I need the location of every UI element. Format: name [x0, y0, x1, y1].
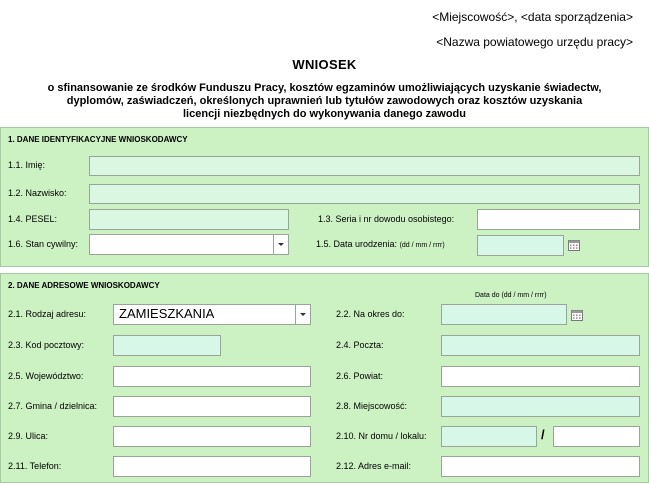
voivodeship-label: 2.5. Województwo:: [8, 371, 84, 381]
section-2-title: 2. DANE ADRESOWE WNIOSKODAWCY: [8, 281, 160, 290]
postal-code-field[interactable]: [113, 335, 221, 356]
email-label: 2.12. Adres e-mail:: [336, 461, 412, 471]
last-name-label: 1.2. Nazwisko:: [8, 188, 67, 198]
house-apartment-separator: /: [541, 427, 545, 442]
birth-date-label-text: 1.5. Data urodzenia:: [316, 239, 398, 249]
commune-field[interactable]: [113, 396, 311, 417]
street-label: 2.9. Ulica:: [8, 431, 49, 441]
id-document-label: 1.3. Seria i nr dowodu osobistego:: [318, 214, 455, 224]
house-number-field[interactable]: [441, 426, 537, 447]
first-name-field[interactable]: [89, 156, 640, 176]
marital-status-label: 1.6. Stan cywilny:: [8, 239, 79, 249]
chevron-down-icon[interactable]: [295, 305, 310, 324]
birth-date-format: (dd / mm / rrrr): [399, 242, 445, 249]
post-office-field[interactable]: [441, 335, 640, 356]
subtitle-line-2: dyplomów, zaświadczeń, określonych uprawnień lub tytułów zawodowych oraz kosztów uzyskania: [66, 95, 583, 107]
office-name-header: <Nazwa powiatowego urzędu pracy>: [436, 35, 633, 49]
county-label: 2.6. Powiat:: [336, 371, 384, 381]
county-field[interactable]: [441, 366, 640, 387]
subtitle-line-1: o sfinansowanie ze środków Funduszu Pracy, kosztów egzaminów umożliwiających uzyskanie świadectw,: [47, 82, 602, 94]
period-to-date-field[interactable]: [441, 304, 567, 325]
phone-label: 2.11. Telefon:: [8, 461, 62, 471]
commune-label: 2.7. Gmina / dzielnica:: [8, 401, 98, 411]
calendar-icon[interactable]: [571, 309, 583, 321]
locality-field[interactable]: [441, 396, 640, 417]
last-name-field[interactable]: [89, 184, 640, 204]
post-office-label: 2.4. Poczta:: [336, 340, 384, 350]
id-document-field[interactable]: [477, 209, 640, 230]
apartment-number-field[interactable]: [553, 426, 640, 447]
address-type-value: ZAMIESZKANIA: [119, 306, 215, 321]
street-field[interactable]: [113, 426, 311, 447]
pesel-field[interactable]: [89, 209, 289, 230]
period-to-label: 2.2. Na okres do:: [336, 309, 405, 319]
house-number-label: 2.10. Nr domu / lokalu:: [336, 431, 427, 441]
postal-code-label: 2.3. Kod pocztowy:: [8, 340, 85, 350]
address-type-select[interactable]: [113, 304, 311, 325]
birth-date-label: [316, 239, 445, 249]
marital-status-select[interactable]: [89, 234, 289, 255]
subtitle-line-3: licencji niezbędnych do wykonywania danego zawodu: [183, 108, 466, 120]
document-title: WNIOSEK: [292, 57, 357, 72]
section-1-title: 1. DANE IDENTYFIKACYJNE WNIOSKODAWCY: [8, 135, 188, 144]
document-subtitle: [0, 82, 649, 121]
voivodeship-field[interactable]: [113, 366, 311, 387]
chevron-down-icon[interactable]: [273, 235, 288, 254]
pesel-label: 1.4. PESEL:: [8, 214, 58, 224]
address-type-label: 2.1. Rodzaj adresu:: [8, 309, 87, 319]
locality-label: 2.8. Miejscowość:: [336, 401, 408, 411]
date-to-header: Data do (dd / mm / rrrr): [475, 292, 547, 299]
birth-date-field[interactable]: [477, 235, 564, 256]
phone-field[interactable]: [113, 456, 311, 477]
calendar-icon[interactable]: [568, 239, 580, 251]
place-date-header: <Miejscowość>, <data sporządzenia>: [432, 10, 633, 24]
first-name-label: 1.1. Imię:: [8, 160, 46, 170]
email-field[interactable]: [441, 456, 640, 477]
